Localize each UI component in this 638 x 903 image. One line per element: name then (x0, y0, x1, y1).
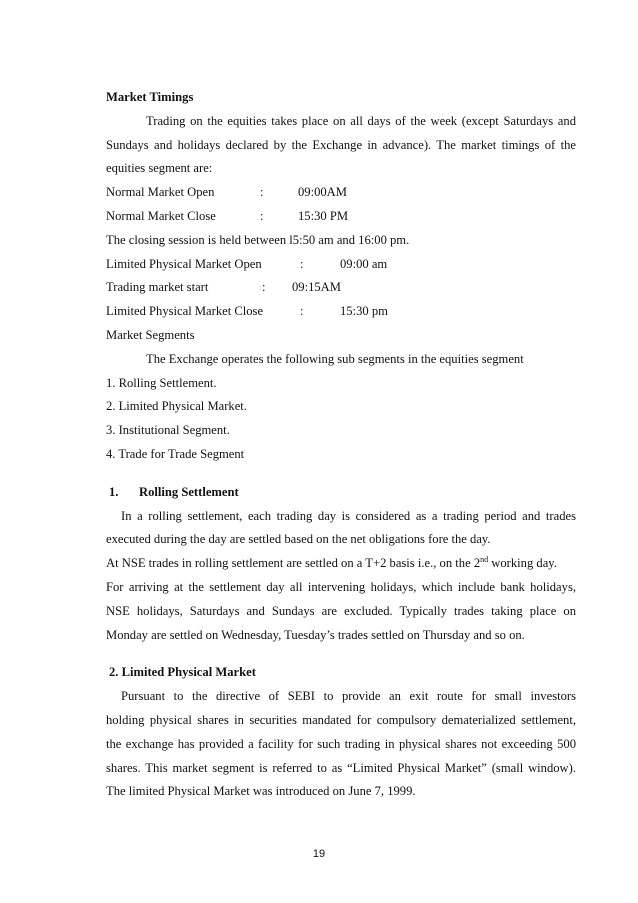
lpm-close-row (106, 300, 576, 324)
lpm-close-label: Limited Physical Market Close (106, 304, 264, 319)
segment-item: 4. Trade for Trade Segment (106, 446, 245, 461)
normal-open-sep: : (260, 185, 264, 200)
rolling-p1-line1: In a rolling settlement, each trading day is considered as a trading period and trades (121, 508, 576, 523)
market-segments-intro: The Exchange operates the following sub segments in the equities segment (146, 351, 524, 366)
limited-physical-market-heading: 2. Limited Physical Market (109, 665, 256, 680)
trading-start-row (106, 276, 576, 300)
rolling-heading-title: Rolling Settlement (139, 484, 239, 499)
rolling-p2-line1-sup: nd (480, 554, 489, 564)
trading-start-label: Trading market start (106, 280, 209, 295)
lpm-open-value: 09:00 am (340, 256, 388, 271)
rolling-p2-line4: Monday are settled on Wednesday, Tuesday’s trades settled on Thursday and so on. (106, 627, 525, 642)
lpm-open-row (106, 253, 576, 277)
normal-open-row (106, 181, 576, 205)
segment-item: 3. Institutional Segment. (106, 423, 230, 438)
rolling-p2-line2: For arriving at the settlement day all intervening holidays, which include bank holidays, (106, 579, 576, 594)
page-number: 19 (312, 848, 326, 860)
normal-open-value: 09:00AM (298, 185, 347, 200)
segment-item: 1. Rolling Settlement. (106, 375, 217, 390)
limited-line4: shares. This market segment is referred to as “Limited Physical Market” (small window). (106, 760, 576, 775)
market-timings-intro-line2: Sundays and holidays declared by the Exchange in advance). The market timings of the (106, 137, 576, 152)
limited-line1: Pursuant to the directive of SEBI to provide an exit route for small investors (121, 689, 576, 704)
lpm-close-value: 15:30 pm (340, 304, 388, 319)
rolling-p1-line2: executed during the day are settled based on the net obligations fore the day. (106, 532, 491, 547)
rolling-heading-number: 1. (109, 484, 119, 499)
lpm-open-label: Limited Physical Market Open (106, 256, 262, 271)
trading-start-sep: : (262, 280, 266, 295)
rolling-p2-line3: NSE holidays, Saturdays and Sundays are excluded. Typically trades taking place on (106, 603, 576, 618)
limited-line5: The limited Physical Market was introduced on June 7, 1999. (106, 784, 416, 799)
market-timings-intro-line3: equities segment are: (106, 161, 213, 176)
normal-open-label: Normal Market Open (106, 185, 215, 200)
market-timings-heading: Market Timings (106, 90, 194, 104)
trading-start-value: 09:15AM (292, 280, 341, 295)
normal-close-sep: : (260, 208, 264, 223)
rolling-settlement-heading (106, 481, 576, 505)
lpm-open-sep: : (300, 256, 304, 271)
limited-line3: the exchange has provided a facility for such trading in physical shares not exceeding 500 (106, 736, 576, 751)
market-timings-intro-line1: Trading on the equities takes place on all days of the week (except Saturdays and (146, 113, 576, 128)
segment-item: 2. Limited Physical Market. (106, 399, 247, 414)
rolling-p2-line1 (106, 552, 576, 576)
limited-line2: holding physical shares in securities mandated for compulsory dematerialized settlement, (106, 712, 576, 727)
rolling-p2-line1-a: At NSE trades in rolling settlement are settled on a T+2 basis i.e., on the 2 (106, 556, 481, 571)
rolling-p2-line1-b: working day. (488, 556, 557, 571)
normal-close-label: Normal Market Close (106, 208, 216, 223)
market-segments-heading: Market Segments (106, 327, 195, 342)
lpm-close-sep: : (300, 304, 304, 319)
normal-close-value: 15:30 PM (298, 208, 349, 223)
document-body (106, 86, 576, 804)
normal-close-row (106, 205, 576, 229)
closing-session-text: The closing session is held between l5:50 am and 16:00 pm. (106, 232, 410, 247)
